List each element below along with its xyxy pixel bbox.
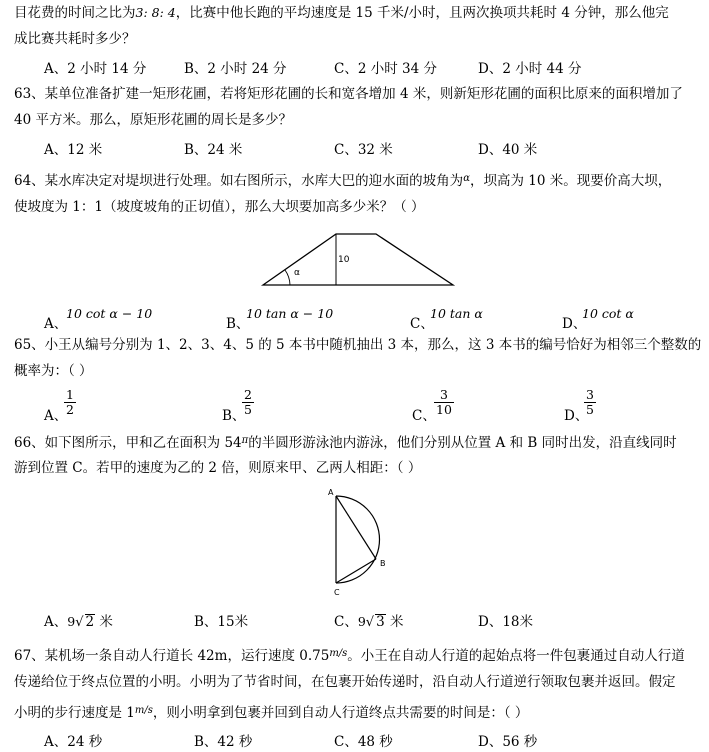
q66-option-b[interactable]: B、15米 [194, 614, 249, 630]
dam-trapezoid [263, 234, 453, 285]
q64-option-c-math: 10 tan α [430, 306, 483, 321]
q64-line2: 使坡度为 1：1（坡度坡角的正切值），那么大坝要加高多少米？（ ） [14, 199, 425, 215]
q65-option-b[interactable]: B、 [222, 408, 246, 424]
q66-option-c[interactable]: C、9√ 3 米 [334, 614, 404, 630]
q64-text-cont: ，坝高为 10 米。现要价高大坝， [469, 173, 672, 189]
q66-line1 [14, 432, 677, 452]
q66-option-a-label: A、 [44, 614, 68, 630]
q66-option-c-label: C、 [334, 614, 358, 630]
q65-option-d-fraction [584, 388, 596, 417]
q67-line2: 传递给位于终点位置的小明。小明为了节省时间，在包裹开始传递时，沿自动人行道逆行领取包裹并返回。假定 [14, 674, 676, 690]
q65-b-denominator: 5 [244, 402, 252, 417]
alpha-angle-arc [285, 270, 290, 285]
q67-walk-unit: m/s [134, 705, 153, 716]
q67-speed-unit: m/s [329, 648, 348, 659]
q62-text: 目花费的时间之比为 [14, 5, 136, 21]
q64-line1 [14, 170, 671, 190]
q64-alpha-symbol: α [463, 173, 470, 184]
point-c-label: C [334, 588, 340, 597]
q67-option-d[interactable]: D、56 秒 [478, 734, 538, 750]
q67-options [44, 730, 704, 750]
fig-alpha-label: α [294, 268, 300, 278]
q65-c-denominator: 10 [436, 402, 452, 417]
q64-option-d-label: D、 [562, 316, 587, 332]
q65-option-d[interactable]: D、 [564, 408, 589, 424]
q66-line2: 游到位置 C。若甲的速度为乙的 2 倍，则原来甲、乙两人相距：（ ） [14, 460, 422, 476]
q66-options [44, 608, 704, 630]
q63-option-c[interactable]: C、32 米 [334, 142, 393, 158]
q64-option-a-label: A、 [44, 316, 68, 332]
q64-option-c-label: C、 [410, 316, 434, 332]
q66-option-d[interactable]: D、18米 [478, 614, 534, 630]
q65-a-denominator: 2 [66, 402, 74, 417]
q62-ratio: 3: 8: 4 [135, 5, 176, 20]
q67-text-cont: 。小王在自动人行道的起始点将一件包裹通过自动人行道 [347, 648, 685, 664]
q62-line1 [14, 4, 669, 22]
q64-option-d-math: 10 cot α [582, 306, 634, 321]
q66-option-c-radicand: 3 [376, 614, 385, 630]
q67-line3 [14, 702, 528, 722]
q66-pi-symbol: π [241, 435, 249, 446]
q63-option-b[interactable]: B、24 米 [184, 142, 243, 158]
q65-line2: 概率为：（ ） [14, 363, 93, 379]
point-a-label: A [328, 488, 334, 497]
q64-text: 64、某水库决定对堤坝进行处理。如右图所示，水库大巴的迎水面的坡角为 [14, 173, 464, 189]
q65-d-numerator: 3 [586, 387, 594, 402]
q63-option-d[interactable]: D、40 米 [478, 142, 538, 158]
q67-option-c[interactable]: C、48 秒 [334, 734, 393, 750]
q65-option-c-fraction [434, 388, 454, 417]
q65-options [44, 388, 704, 422]
q65-option-a[interactable]: A、 [44, 408, 68, 424]
fig-height-label: 10 [338, 255, 350, 265]
q63-line2: 40 平方米。那么，原矩形花圃的周长是多少？ [14, 112, 292, 128]
q64-option-a-math: 10 cot α − 10 [66, 306, 153, 321]
q63-options [44, 138, 704, 158]
q62-option-d[interactable]: D、2 小时 44 分 [478, 61, 582, 77]
q67-text: 67、某机场一条自动人行道长 42m，运行速度 0.75 [14, 648, 330, 664]
q66-option-c-coefficient: 9 [357, 614, 366, 629]
q66-text-cont: 的半圆形游泳池内游泳，他们分别从位置 A 和 B 同时出发，沿直线同时 [248, 435, 677, 451]
q66-option-c-unit: 米 [385, 614, 404, 630]
q64-option-b-label: B、 [226, 316, 250, 332]
q62-options [44, 57, 704, 77]
q65-c-numerator: 3 [434, 388, 454, 403]
q64-option-a[interactable] [44, 312, 67, 332]
q67-text-3-cont: ，则小明拿到包裹并回到自动人行道终点共需要的时间是：（ ） [152, 705, 529, 721]
point-b-label: B [380, 559, 386, 568]
q63-line1: 63、某单位准备扩建一矩形花圃，若将矩形花圃的长和宽各增加 4 米，则新矩形花圃的面积比原来的面积增加了 [14, 86, 683, 102]
q67-option-b[interactable]: B、42 秒 [194, 734, 253, 750]
q65-option-b-fraction [242, 388, 254, 417]
q67-line1 [14, 645, 685, 665]
q66-option-a-unit: 米 [95, 614, 113, 630]
q65-option-a-fraction [64, 388, 76, 417]
dam-trapezoid-figure [258, 228, 468, 290]
q62-option-a[interactable]: A、2 小时 14 分 [44, 61, 147, 77]
q67-option-a[interactable]: A、24 秒 [44, 734, 103, 750]
q65-b-numerator: 2 [244, 387, 252, 402]
chord-bc [336, 559, 376, 583]
q66-option-a[interactable]: A、9√ 2 米 [44, 614, 113, 630]
q66-option-a-radicand: 2 [85, 614, 95, 630]
q65-d-denominator: 5 [586, 402, 594, 417]
q64-options [44, 306, 704, 332]
q64-option-b-math: 10 tan α − 10 [246, 306, 334, 321]
q67-text-3: 小明的步行速度是 1 [14, 705, 135, 721]
q66-option-a-coefficient: 9 [67, 614, 76, 629]
q66-text: 66、如下图所示，甲和乙在面积为 54 [14, 435, 242, 451]
q63-option-a[interactable]: A、12 米 [44, 142, 103, 158]
q65-line1: 65、小王从编号分别为 1、2、3、4、5 的 5 本书中随机抽出 3 本，那么，这 3 本书的编号恰好为相邻三个整数的 [14, 337, 702, 353]
chord-ab [336, 496, 376, 559]
q65-option-c[interactable]: C、 [412, 408, 436, 424]
q62-option-b[interactable]: B、2 小时 24 分 [184, 61, 287, 77]
q65-a-numerator: 1 [66, 387, 74, 402]
semicircle-pool-figure [322, 486, 394, 598]
q62-text-cont: ，比赛中他长跑的平均速度是 15 千米/小时，且两次换项共耗时 4 分钟，那么他完 [175, 5, 669, 21]
q62-line2: 成比赛共耗时多少？ [14, 31, 136, 47]
q62-option-c[interactable]: C、2 小时 34 分 [334, 61, 437, 77]
